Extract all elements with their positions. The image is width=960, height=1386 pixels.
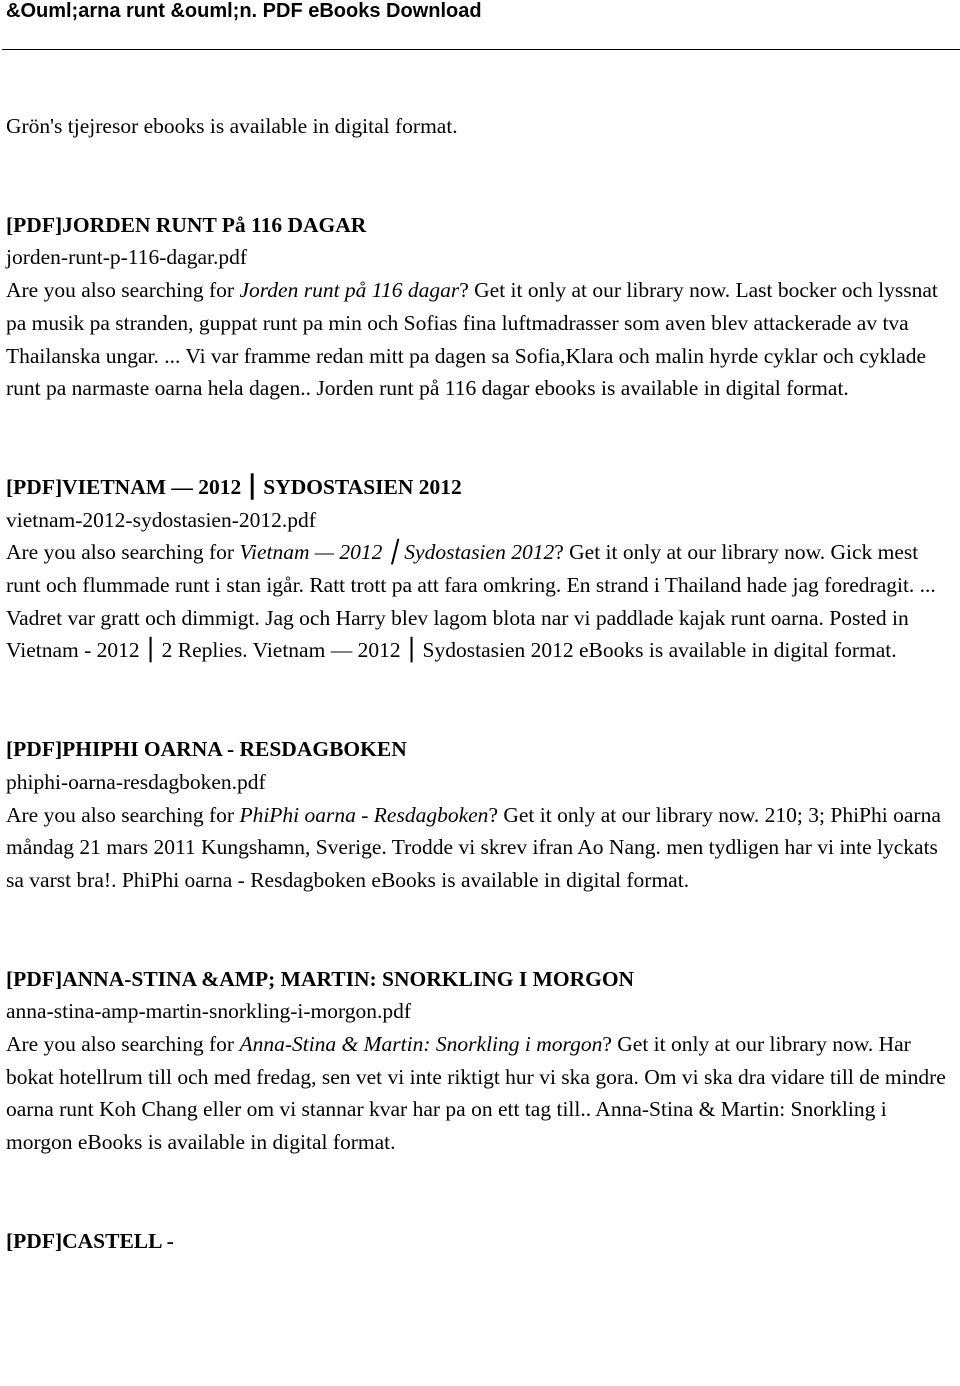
entry-suffix: ? Get it only at our library now. Gick mest runt och flummade runt i stan igår. Ratt trott pa att fara omkring. En strand i Thailand hade jag foredragit. ... Vadret var gratt och dimmigt. Jag och Harry blev lagom blota nar vi paddlade kajak runt oarna. Posted in Vietnam - 2012 ⎮ 2 Replies. Vietnam — 2012 ⎮ Sydostasien 2012 eBooks is available in digital format. [6,540,936,663]
entry-description [6,536,956,667]
entry-prefix: Are you also searching for [6,540,240,565]
entry-book-title: Vietnam — 2012 ⎮ Sydostasien 2012 [239,540,555,565]
entry-filename: vietnam-2012-sydostasien-2012.pdf [6,507,316,532]
ebook-entry-3 [6,733,956,897]
ebook-entry-1 [6,209,956,405]
entry-suffix: ? Get it only at our library now. Har bokat hotellrum till och med fredag, sen vet vi inte riktigt hur vi ska gora. Om vi ska dra vidare till de mindre oarna runt Koh Chang eller om vi stannar kvar har pa on ett tag till.. Anna-Stina & Martin: Snorkling i morgon eBooks is available in digital format. [6,1032,946,1155]
entry-prefix: Are you also searching for [6,802,240,827]
entry-filename: anna-stina-amp-martin-snorkling-i-morgon.pdf [6,999,412,1024]
ebook-entry-4 [6,963,956,1159]
intro-line: Grön's tjejresor ebooks is available in digital format. [6,114,458,138]
page-header [0,0,960,26]
entry-description [6,274,956,405]
entry-title-link[interactable]: [PDF]CASTELL - [6,1228,174,1253]
entry-prefix: Are you also searching for [6,278,240,303]
entry-suffix: ? Get it only at our library now. Last bocker och lyssnat pa musik pa stranden, guppat runt pa min och Sofias fina luftmadrasser som aven blev attackerade av tva Thailanska ungar. ... Vi var framme redan mitt pa dagen sa Sofia,Klara och malin hyrde cyklar och cyklade runt pa narmaste oarna hela dagen.. Jorden runt på 116 dagar ebooks is available in digital format. [6,278,938,401]
header-divider [2,49,960,50]
entry-title-link[interactable]: [PDF]JORDEN RUNT På 116 DAGAR [6,212,367,237]
entry-prefix: Are you also searching for [6,1032,240,1057]
entry-title-link[interactable]: [PDF]ANNA-STINA &AMP; MARTIN: SNORKLING I MORGON [6,966,635,991]
page-header-title: &Ouml;arna runt &ouml;n. PDF eBooks Download [6,0,482,22]
entry-title-link[interactable]: [PDF]VIETNAM — 2012 ⎮ SYDOSTASIEN 2012 [6,474,462,499]
entry-filename: phiphi-oarna-resdagboken.pdf [6,769,266,794]
entry-description [6,799,956,897]
entry-book-title: Anna-Stina & Martin: Snorkling i morgon [239,1032,603,1057]
entry-book-title: PhiPhi oarna - Resdagboken [239,802,489,827]
entry-book-title: Jorden runt på 116 dagar [239,278,460,303]
entry-title-link[interactable]: [PDF]PHIPHI OARNA - RESDAGBOKEN [6,737,407,762]
ebook-entry-2 [6,471,956,667]
entry-suffix: ? Get it only at our library now. 210; 3; PhiPhi oarna måndag 21 mars 2011 Kungshamn, Sverige. Trodde vi skrev ifran Ao Nang. men tydligen har vi inte lyckats sa varst bra!. PhiPhi oarna - Resdagboken eBooks is available in digital format. [6,802,941,892]
entry-description [6,1028,956,1159]
document-body [6,110,956,1258]
entry-filename: jorden-runt-p-116-dagar.pdf [6,245,247,270]
ebook-entry-truncated [6,1225,956,1258]
